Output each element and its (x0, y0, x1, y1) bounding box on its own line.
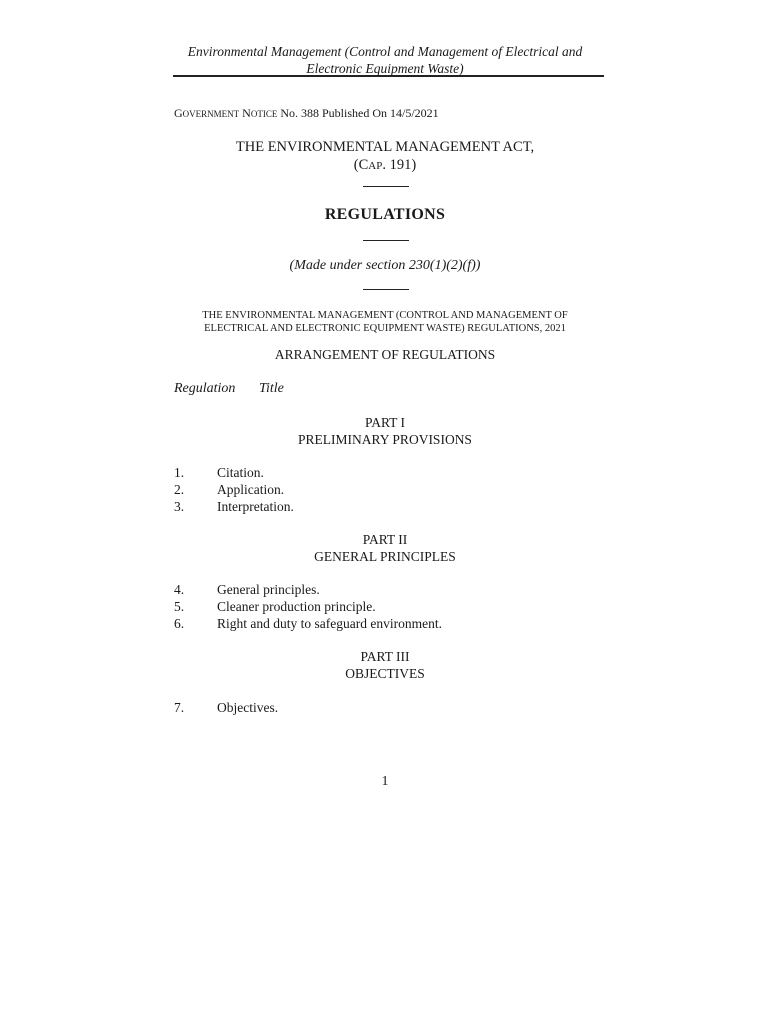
part-heading (0, 531, 770, 565)
regulations-heading: REGULATIONS (324, 206, 446, 223)
item-number: 1. (174, 465, 185, 480)
item-title: General principles. (217, 582, 320, 597)
item-number: 2. (174, 482, 185, 497)
separator-rule (363, 186, 409, 187)
regulation-name-line1: THE ENVIRONMENTAL MANAGEMENT (CONTROL AND MANAGEMENT OF (202, 310, 568, 321)
item-title: Interpretation. (217, 499, 294, 514)
item-title: Citation. (217, 465, 264, 480)
notice-n: N (242, 106, 251, 120)
notice-overnment: OVERNMENT (182, 109, 240, 119)
part-label: PART III (360, 649, 410, 664)
cap-small: AP (368, 160, 383, 172)
item-title: Application. (217, 482, 285, 497)
item-title: Cleaner production principle. (217, 599, 376, 614)
part-label: PART I (364, 415, 406, 430)
separator-rule (363, 289, 409, 290)
part-heading (0, 414, 770, 448)
part-name: GENERAL PRINCIPLES (314, 549, 456, 564)
regulation-name-line2: ELECTRICAL AND ELECTRONIC EQUIPMENT WASTE) REGULATIONS, 2021 (204, 323, 566, 334)
item-number: 3. (174, 499, 185, 514)
item-number: 5. (174, 599, 185, 614)
part-name: OBJECTIVES (345, 666, 425, 681)
running-header-line2: Electronic Equipment Waste) (306, 61, 464, 76)
item-number: 4. (174, 582, 185, 597)
running-header-line1: Environmental Management (Control and Management of Electrical and (187, 44, 583, 59)
notice-g: G (174, 106, 183, 120)
item-number: 6. (174, 616, 185, 631)
part-label: PART II (362, 532, 408, 547)
separator-rule (363, 240, 409, 241)
act-title: THE ENVIRONMENTAL MANAGEMENT ACT, (235, 139, 535, 155)
item-title: Objectives. (217, 700, 279, 715)
act-cap (0, 156, 770, 175)
cap-rest: . 191) (382, 157, 417, 173)
cap-open: (C (353, 157, 369, 173)
item-number: 7. (174, 700, 185, 715)
item-title: Right and duty to safeguard environment. (217, 616, 442, 631)
act-title-block (0, 138, 770, 175)
government-notice (174, 106, 439, 121)
column-header-regulation: Regulation (174, 381, 236, 396)
arrangement-heading: ARRANGEMENT OF REGULATIONS (274, 347, 496, 362)
part-heading (0, 648, 770, 682)
made-under-section: (Made under section 230(1)(2)(f)) (289, 258, 481, 273)
notice-rest: No. 388 Published On 14/5/2021 (277, 106, 439, 120)
part-name: PRELIMINARY PROVISIONS (298, 432, 472, 447)
notice-otice: OTICE (250, 109, 278, 119)
regulation-name (0, 309, 770, 335)
running-header (0, 43, 770, 77)
page-number: 1 (381, 774, 389, 789)
column-header-title: Title (259, 381, 284, 396)
header-rule (173, 75, 604, 77)
